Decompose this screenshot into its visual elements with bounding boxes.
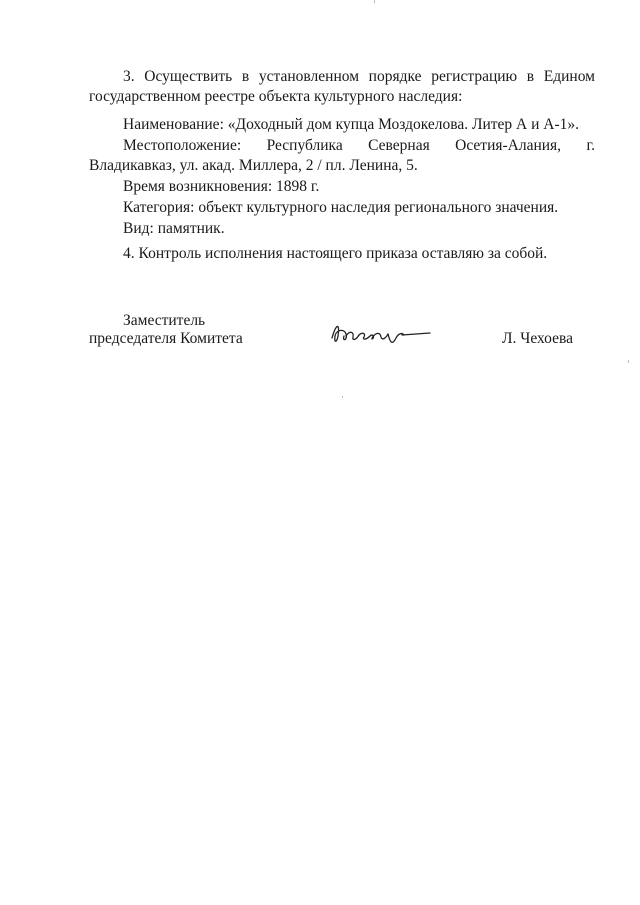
signatory-title-line1: Заместитель (123, 312, 206, 329)
item-4-paragraph (89, 244, 595, 264)
signatory-title-line2: председателя Комитета (89, 330, 243, 347)
scan-speck (374, 0, 375, 3)
scan-speck (628, 360, 629, 363)
item-4-text: 4. Контроль исполнения настоящего приказа оставляю за собой. (123, 245, 548, 262)
object-details (89, 115, 595, 240)
item-3-paragraph (89, 67, 595, 107)
object-name: Наименование: «Доходный дом купца Моздокелова. Литер А и А-1». (123, 116, 580, 133)
object-location: Местоположение: Республика Северная Осетия-Алания, г. Владикавказ, ул. акад. Миллера, 2 / пл. Ленина, 5. (89, 137, 595, 174)
handwritten-signature (326, 316, 436, 352)
signatory-title (89, 312, 243, 348)
object-date: Время возникновения: 1898 г. (123, 178, 320, 195)
object-category: Категория: объект культурного наследия регионального значения. (123, 199, 559, 216)
scan-speck (342, 396, 343, 398)
item-3-text: 3. Осуществить в установленном порядке регистрацию в Едином государственном реестре объекта культурного наследия: (89, 68, 595, 105)
object-type: Вид: памятник. (123, 220, 225, 237)
signatory-name: Л. Чехоева (502, 330, 573, 347)
